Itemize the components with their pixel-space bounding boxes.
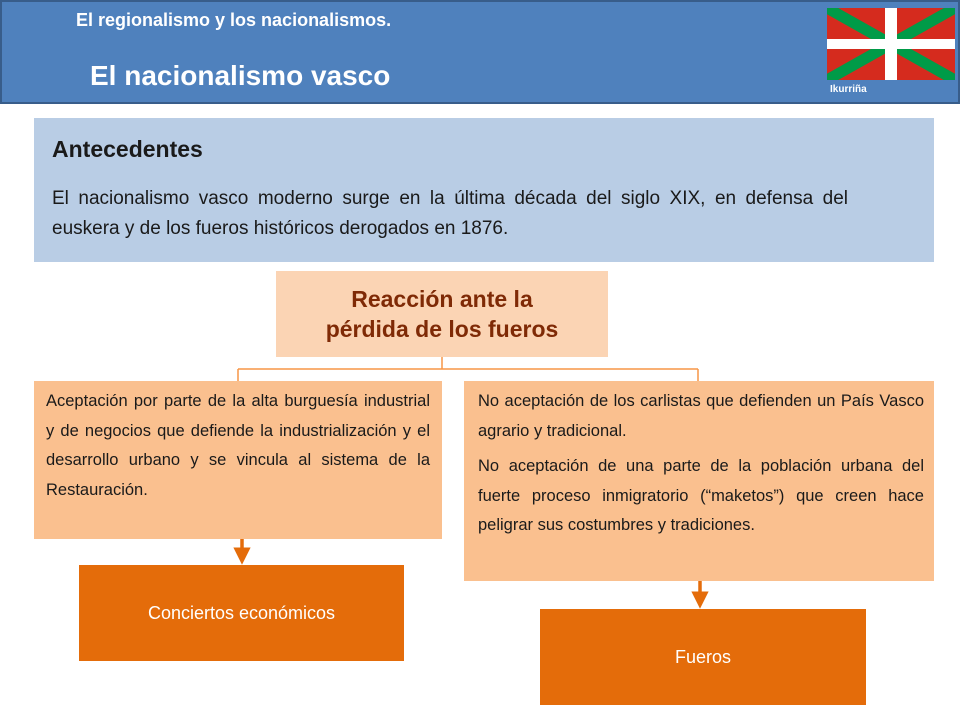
right-branch-box <box>464 381 934 581</box>
reaction-line-2: pérdida de los fueros <box>325 316 559 342</box>
fueros-label: Fueros <box>674 646 732 667</box>
right-branch-paragraph-1: No aceptación de los carlistas que defienden un País Vasco agrario y tradicional. <box>478 392 924 440</box>
conciertos-economicos-box <box>79 565 404 661</box>
antecedents-text: El nacionalismo vasco moderno surge en la última década del siglo XIX, en defensa del euskera y de los fueros históricos derogados en 1876. <box>52 188 848 239</box>
page-title: El nacionalismo vasco <box>90 60 391 91</box>
left-branch-box: Aceptación por parte de la alta burguesía industrial y de negocios que defiende la industrialización y el desarrollo urbano y se vincula al sistema de la Restauración. <box>34 381 442 539</box>
flag-caption: Ikurriña <box>830 84 867 95</box>
conciertos-economicos-label: Conciertos económicos <box>147 602 336 623</box>
reaction-line-1: Reacción ante la <box>351 286 533 312</box>
header-kicker: El regionalismo y los nacionalismos. <box>76 10 392 30</box>
fueros-box <box>540 609 866 705</box>
reaction-box <box>276 271 608 357</box>
right-branch-paragraph-2: No aceptación de una parte de la población urbana del fuerte proceso inmigratorio (“maketos”) que creen hace peligrar sus costumbres y tradiciones. <box>478 457 924 534</box>
antecedents-title: Antecedentes <box>52 136 203 162</box>
